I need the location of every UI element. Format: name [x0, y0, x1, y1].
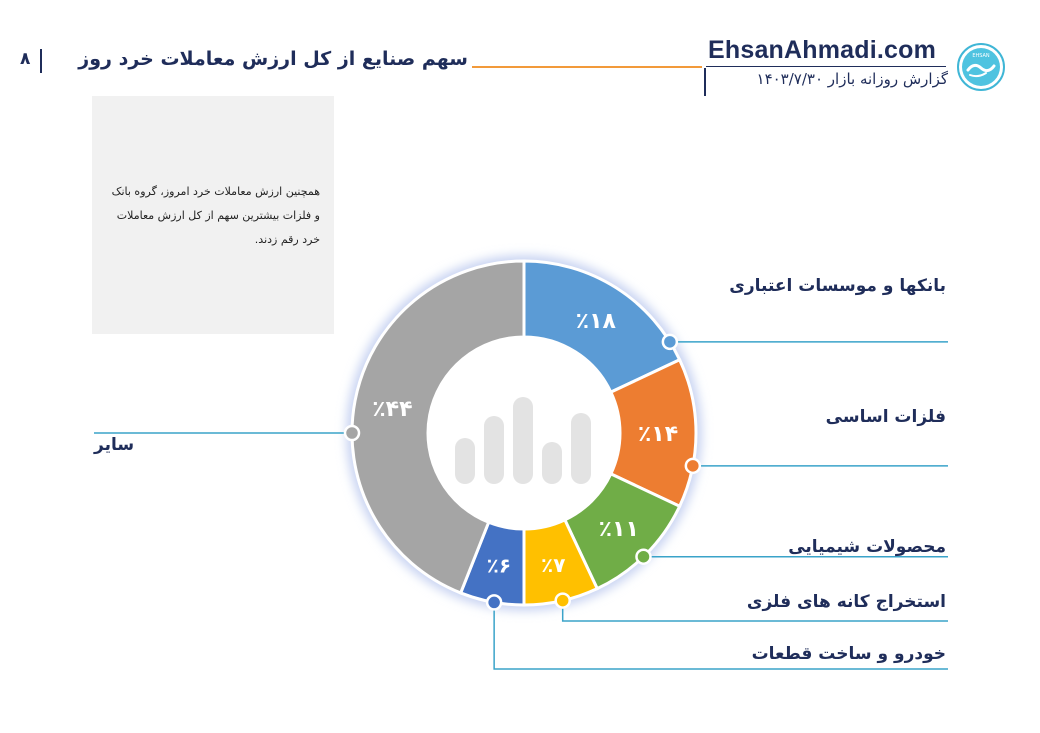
- leader-dot-chemicals: [636, 550, 650, 564]
- label-banks: بانکها و موسسات اعتباری: [729, 276, 946, 296]
- logo-text: EHSAN: [972, 53, 990, 59]
- label-chemicals: محصولات شیمیایی: [788, 537, 946, 557]
- pct-label-other: ٪۴۴: [372, 396, 413, 422]
- site-name[interactable]: EhsanAhmadi.com: [708, 36, 937, 64]
- pct-label-basic-metals: ٪۱۴: [637, 422, 679, 447]
- leader-dot-automotive: [487, 595, 501, 609]
- label-automotive: خودرو و ساخت قطعات: [751, 644, 946, 664]
- pct-label-banks: ٪۱۸: [575, 308, 616, 334]
- report-subtitle: گزارش روزانه بازار ۱۴۰۳/۷/۳۰: [756, 70, 948, 88]
- leader-dot-other: [345, 426, 359, 440]
- pct-label-chemicals: ٪۱۱: [598, 516, 639, 542]
- label-metal-ore: استخراج کانه های فلزی: [746, 592, 946, 612]
- note-text: همچنین ارزش معاملات خرد امروز، گروه بانک و فلزات بیشترین سهم از کل ارزش معاملات خرد رقم زدند.: [111, 185, 320, 246]
- pct-label-automotive: ٪۶: [486, 553, 512, 578]
- leader-dot-metal-ore: [556, 594, 570, 608]
- label-other: سایر: [94, 435, 135, 455]
- leader-dot-basic-metals: [686, 459, 700, 473]
- label-basic-metals: فلزات اساسی: [825, 407, 946, 427]
- page-number: ۸: [20, 49, 31, 69]
- pct-label-metal-ore: ٪۷: [541, 552, 566, 577]
- page-title: سهم صنایع از کل ارزش معاملات خرد روز: [78, 48, 468, 70]
- leader-dot-banks: [663, 335, 677, 349]
